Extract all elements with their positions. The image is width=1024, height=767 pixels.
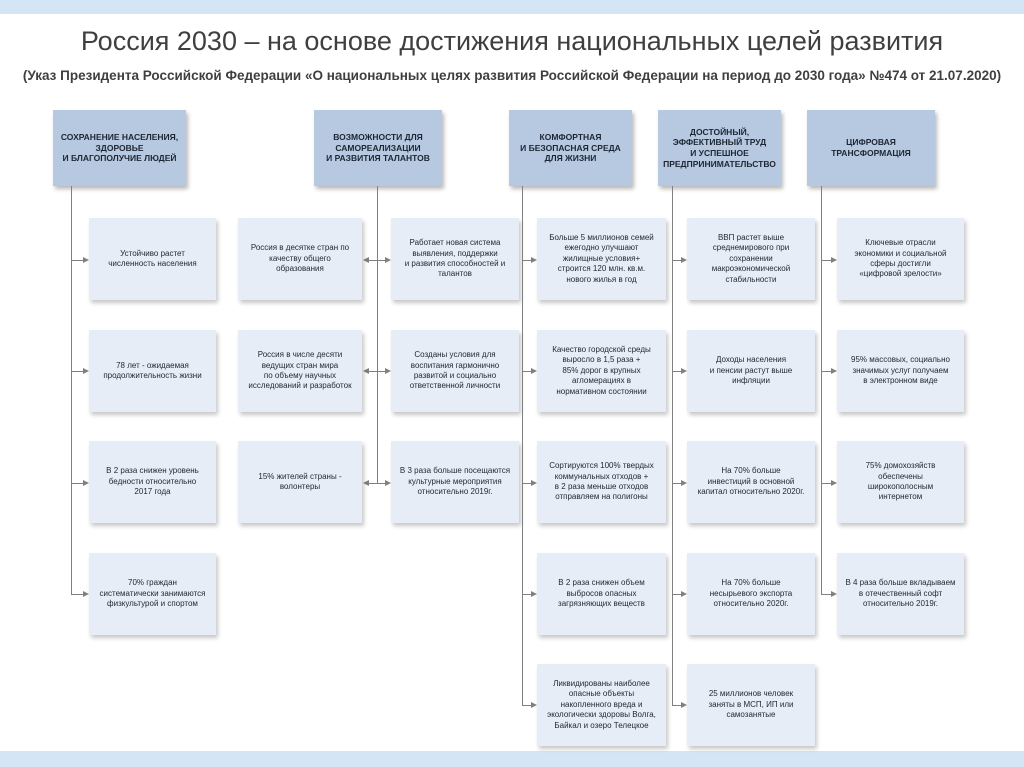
arrow-left-icon <box>363 257 369 263</box>
connector <box>71 371 83 372</box>
connector <box>377 483 385 484</box>
connector <box>522 705 531 706</box>
goal-box-sme: 25 миллионов человек заняты в МСП, ИП или самозанятые <box>687 664 815 746</box>
goal-box-housing: Больше 5 миллионов семей ежегодно улучшают жилищные условия+ строится 120 млн. кв.м. нового жилья в год <box>537 218 666 300</box>
goal-box-urban-environment: Качество городской среды выросло в 1,5 раза + 85% дорог в крупных агломерациях в нормативном состоянии <box>537 330 666 412</box>
goal-box-waste-sorting: Сортируются 100% твердых коммунальных отходов + в 2 раза меньше отходов отправляем на полигоны <box>537 441 666 523</box>
top-band <box>0 0 1024 14</box>
goal-box-talent-system: Работает новая система выявления, поддержки и развития способностей и талантов <box>391 218 519 300</box>
goal-box-upbringing: Созданы условия для воспитания гармонично развитой и социально ответственной личности <box>391 330 519 412</box>
connector <box>672 260 681 261</box>
connector <box>71 260 83 261</box>
connector <box>71 483 83 484</box>
slide-title: Россия 2030 – на основе достижения национальных целей развития <box>80 26 944 56</box>
goal-box-poverty: В 2 раза снижен уровень бедности относительно 2017 года <box>89 441 216 523</box>
goal-box-broadband: 75% домохозяйств обеспечены широкополосным интернетом <box>837 441 964 523</box>
goal-box-volunteers: 15% жителей страны - волонтеры <box>238 441 362 523</box>
connector <box>522 260 531 261</box>
connector <box>672 594 681 595</box>
connector <box>672 483 681 484</box>
connector <box>821 594 831 595</box>
goal-box-life-expectancy: 78 лет - ожидаемая продолжительность жизни <box>89 330 216 412</box>
arrow-left-icon <box>363 368 369 374</box>
connector-talents-trunk <box>377 186 378 483</box>
connector <box>672 705 681 706</box>
connector <box>821 483 831 484</box>
connector <box>522 594 531 595</box>
goal-box-ecology: Ликвидированы наиболее опасные объекты накопленного вреда и экологически здоровы Волга, Байкал и озеро Телецкое <box>537 664 666 746</box>
bottom-band <box>0 751 1024 767</box>
connector <box>369 371 377 372</box>
connector-labor-trunk <box>672 186 673 706</box>
connector <box>821 260 831 261</box>
connector-digital-trunk <box>821 186 822 595</box>
goal-box-population-growth: Устойчиво растет численность населения <box>89 218 216 300</box>
header-labor: ДОСТОЙНЫЙ, ЭФФЕКТИВНЫЙ ТРУД И УСПЕШНОЕ ПРЕДПРИНИМАТЕЛЬСТВО <box>658 110 781 186</box>
goal-box-emissions: В 2 раза снижен объем выбросов опасных загрязняющих веществ <box>537 553 666 635</box>
goal-box-research: Россия в числе десяти ведущих стран мира по объему научных исследований и разработок <box>238 330 362 412</box>
goal-box-incomes: Доходы населения и пенсии растут выше инфляции <box>687 330 815 412</box>
goal-box-culture: В 3 раза больше посещаются культурные мероприятия относительно 2019г. <box>391 441 519 523</box>
connector <box>377 371 385 372</box>
goal-box-export: На 70% больше несырьевого экспорта относительно 2020г. <box>687 553 815 635</box>
connector <box>821 371 831 372</box>
header-talents: ВОЗМОЖНОСТИ ДЛЯ САМОРЕАЛИЗАЦИИ И РАЗВИТИЯ ТАЛАНТОВ <box>314 110 442 186</box>
slide-subtitle: (Указ Президента Российской Федерации «О национальных целях развития Российской Федерации на период до 2030 года» №474 от 21.07.2020) <box>22 68 1002 83</box>
goal-box-education: Россия в десятке стран по качеству общего образования <box>238 218 362 300</box>
goal-box-e-services: 95% массовых, социально значимых услуг получаем в электронном виде <box>837 330 964 412</box>
connector <box>522 371 531 372</box>
header-environment: КОМФОРТНАЯ И БЕЗОПАСНАЯ СРЕДА ДЛЯ ЖИЗНИ <box>509 110 632 186</box>
connector-population-trunk <box>71 186 72 595</box>
connector-environment-trunk <box>522 186 523 706</box>
header-digital: ЦИФРОВАЯ ТРАНСФОРМАЦИЯ <box>807 110 935 186</box>
goal-box-digital-maturity: Ключевые отрасли экономики и социальной сферы достигли «цифровой зрелости» <box>837 218 964 300</box>
goal-box-investment: На 70% больше инвестиций в основной капитал относительно 2020г. <box>687 441 815 523</box>
arrow-left-icon <box>363 480 369 486</box>
header-population: СОХРАНЕНИЕ НАСЕЛЕНИЯ, ЗДОРОВЬЕ И БЛАГОПОЛУЧИЕ ЛЮДЕЙ <box>53 110 186 186</box>
goal-box-sport: 70% граждан систематически занимаются физкультурой и спортом <box>89 553 216 635</box>
connector <box>522 483 531 484</box>
connector <box>369 260 377 261</box>
goal-box-gdp: ВВП растет выше среднемирового при сохранении макроэкономической стабильности <box>687 218 815 300</box>
connector <box>71 594 83 595</box>
connector <box>369 483 377 484</box>
connector <box>672 371 681 372</box>
goal-box-software: В 4 раза больше вкладываем в отечественный софт относительно 2019г. <box>837 553 964 635</box>
connector <box>377 260 385 261</box>
